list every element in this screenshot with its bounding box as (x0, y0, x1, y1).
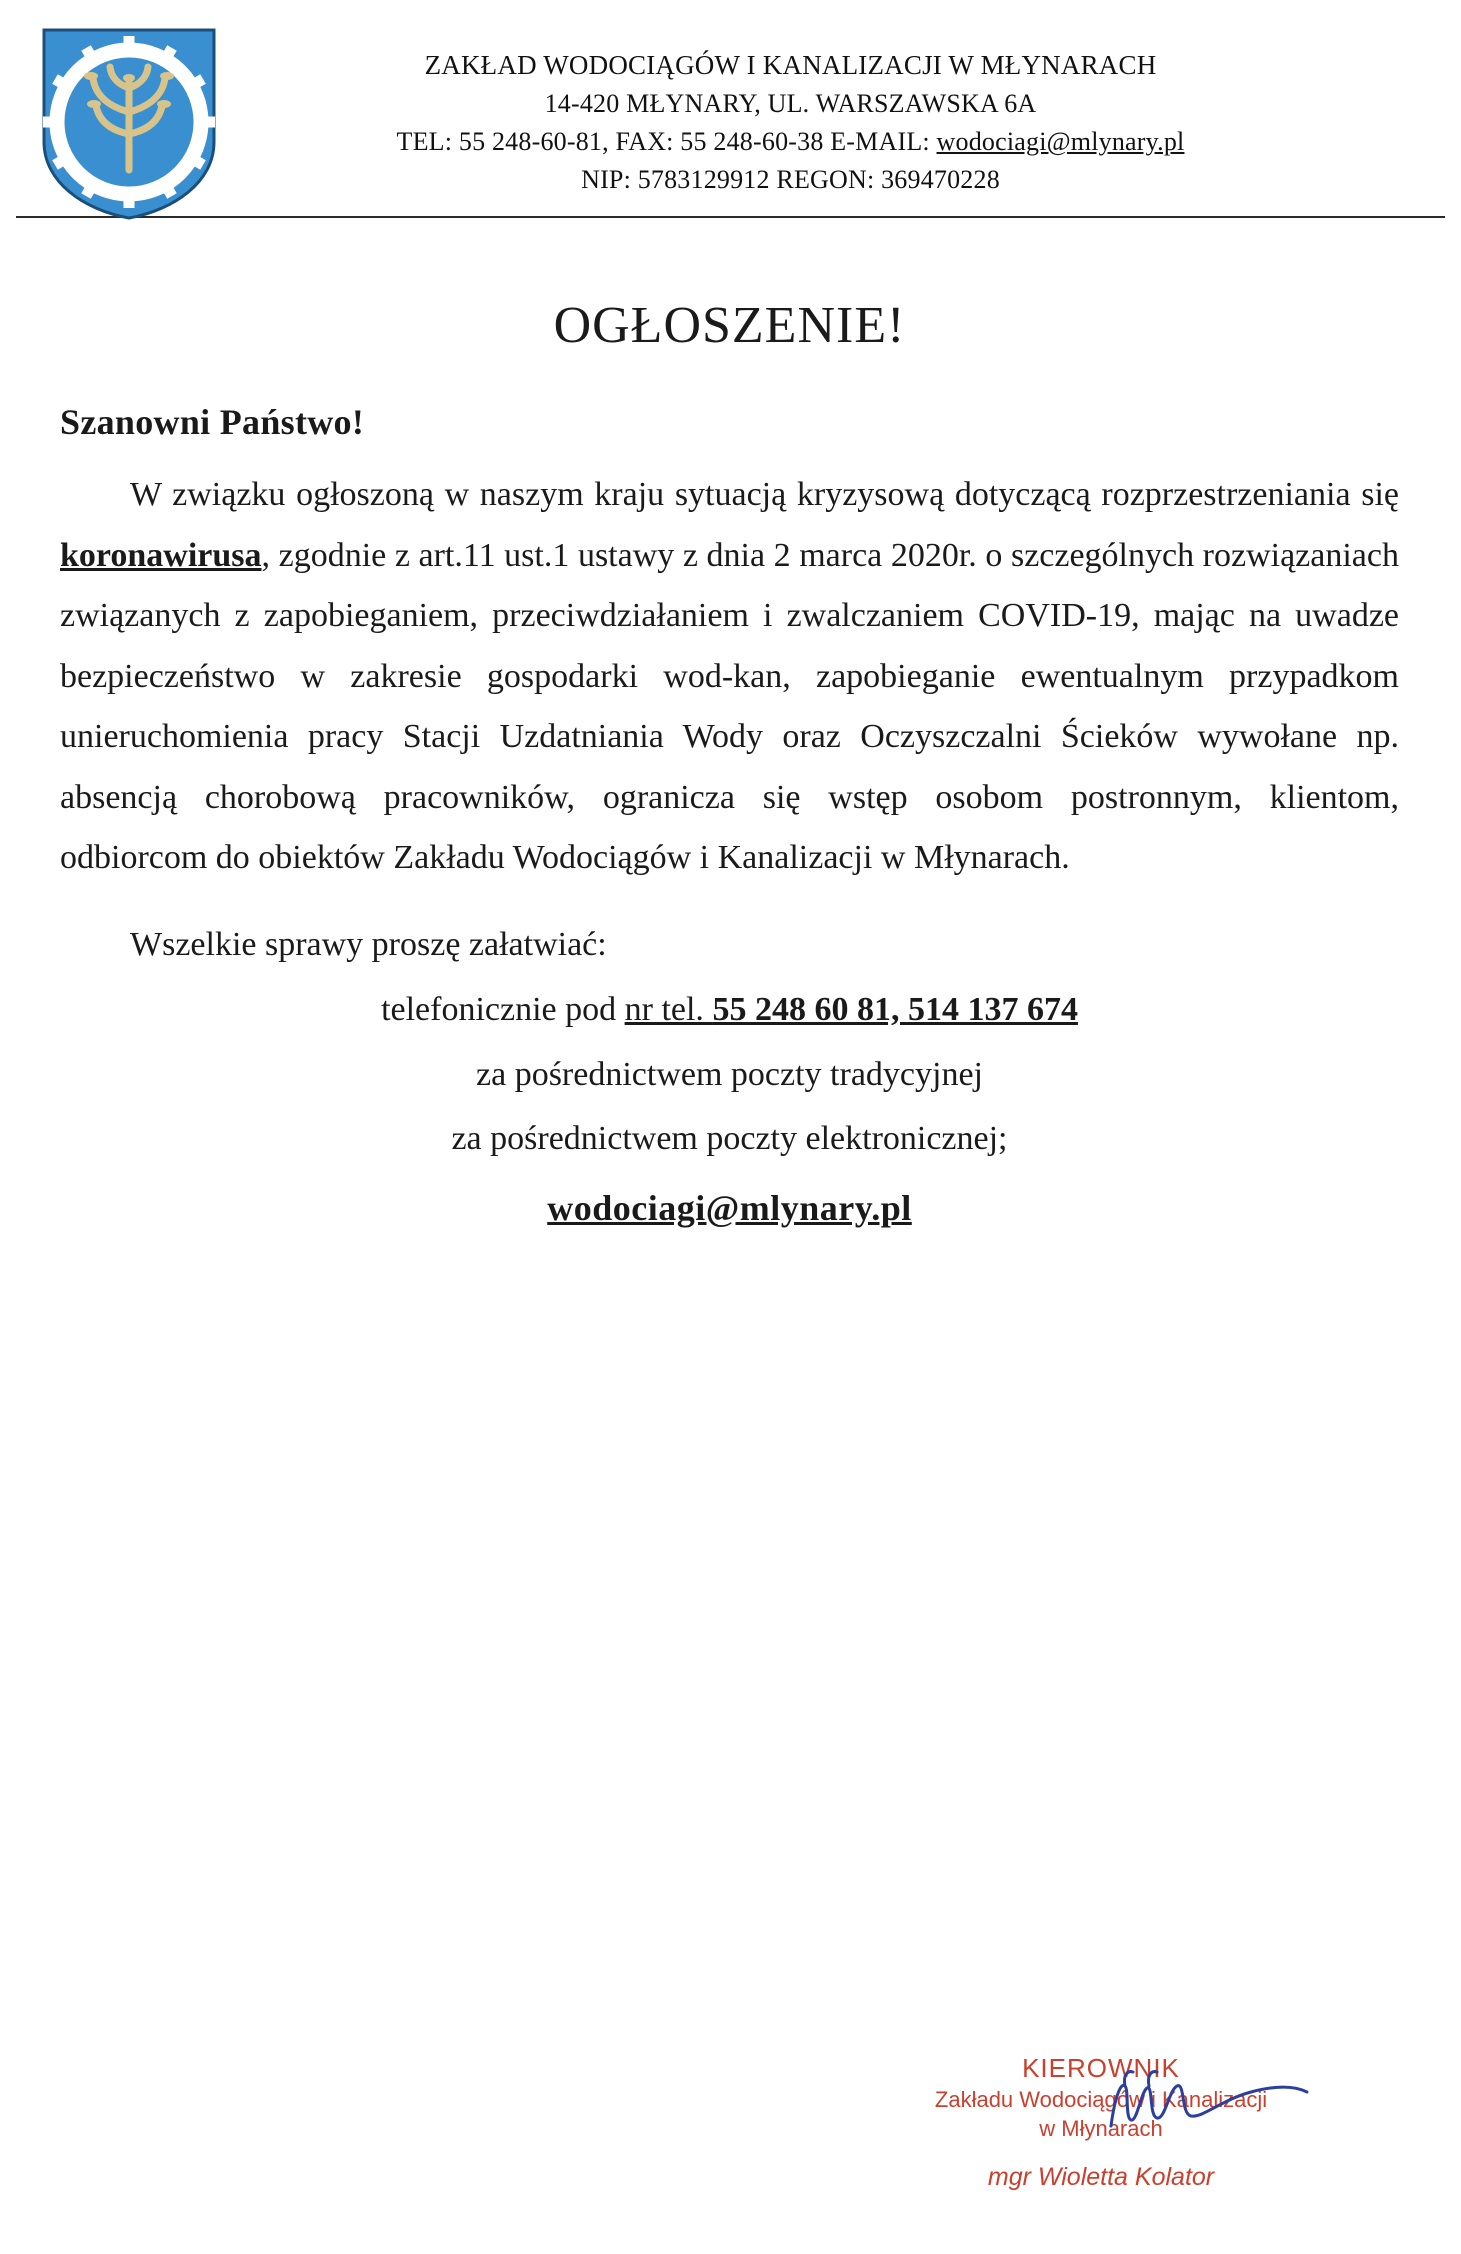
contact-method-phone (60, 981, 1399, 1039)
contact-email-address[interactable]: wodociagi@mlynary.pl (547, 1187, 912, 1228)
contact-phone-fax-text: TEL: 55 248-60-81, FAX: 55 248-60-38 E-MAIL: (396, 127, 937, 157)
paragraph-part-one: W związku ogłoszoną w naszym kraju sytuacją kryzysową dotyczącą rozprzestrzeniania się (130, 476, 1399, 513)
organization-name: ZAKŁAD WODOCIĄGÓW I KANALIZACJI W MŁYNARACH (424, 50, 1157, 80)
header-email-link[interactable]: wodociagi@mlynary.pl (936, 127, 1185, 157)
organization-contact (160, 123, 1421, 161)
signatory-name: mgr Wioletta Kolator (987, 2163, 1215, 2191)
phone-prefix-text: telefonicznie pod (381, 991, 625, 1029)
stamp-location: w Młynarach (1039, 2115, 1163, 2141)
signature-stamp (841, 2051, 1361, 2192)
letterhead (0, 0, 1461, 210)
phone-numbers: 55 248 60 81, 514 137 674 (712, 991, 1078, 1029)
organization-tax-ids: NIP: 5783129912 REGON: 369470228 (581, 165, 1000, 195)
phone-label: nr tel. (624, 991, 713, 1029)
page-title: OGŁOSZENIE! (553, 297, 906, 354)
contact-method-email-label: za pośrednictwem poczty elektronicznej; (451, 1120, 1008, 1158)
salutation: Szanowni Państwo! (60, 402, 365, 442)
stamp-position: KIEROWNIK (1022, 2052, 1180, 2083)
paragraph-part-two: , zgodnie z art.11 ust.1 ustawy z dnia 2 marca 2020r. o szczególnych rozwiązaniach związanych z zapobieganiem, przeciwdziałaniem i zwalczaniem COVID-19, mając na uwadze bezpieczeństwo w zakresie gospodarki wod-kan, zapobieganie ewentualnym przypadkom unieruchomienia pracy Stacji Uzdatniania Wody oraz Oczyszczalni Ścieków wywołane np. absencją chorobową pracowników, ogranicza się wstęp osobom postronnym, klientom, odbiorcom do obiektów Zakładu Wodociągów i Kanalizacji w Młynarach. (60, 536, 1399, 877)
stamp-organization: Zakładu Wodociągów i Kanalizacji (934, 2086, 1268, 2112)
header-divider (16, 216, 1445, 218)
contact-method-post: za pośrednictwem poczty tradycyjnej (476, 1055, 983, 1093)
main-paragraph (60, 465, 1399, 889)
organization-address: 14-420 MŁYNARY, UL. WARSZAWSKA 6A (544, 89, 1037, 119)
coat-of-arms-gear-tree-icon (34, 22, 224, 222)
letterhead-text (40, 26, 1421, 199)
keyword-koronawirusa: koronawirusa (60, 536, 262, 574)
document-body (0, 296, 1461, 1229)
instruction-lead: Wszelkie sprawy proszę załatwiać: (130, 925, 607, 963)
